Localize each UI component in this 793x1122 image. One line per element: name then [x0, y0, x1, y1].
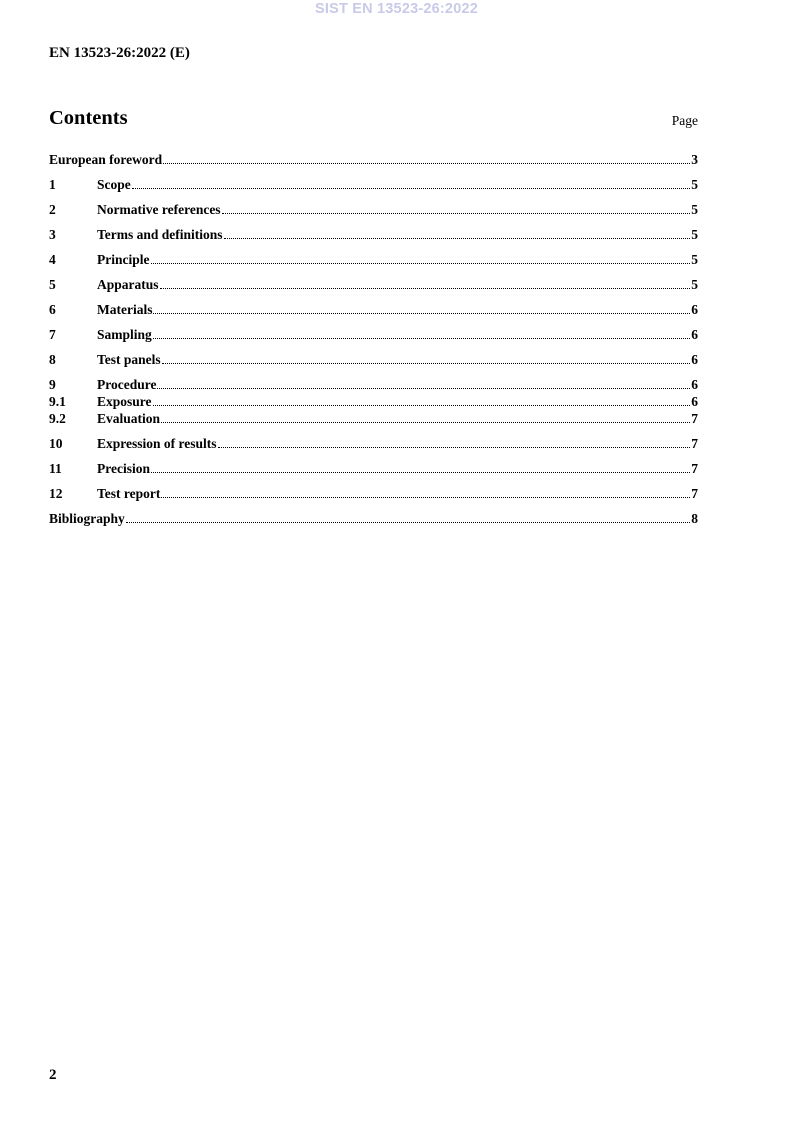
- toc-entry-title: Procedure: [97, 377, 157, 392]
- toc-entry-sampling[interactable]: [49, 326, 698, 351]
- toc-entry-page: 6: [691, 377, 698, 392]
- toc-entry-page: 5: [691, 277, 698, 292]
- toc-dot-leader: [157, 388, 690, 389]
- toc-entry-title: Principle: [97, 252, 150, 267]
- toc-entry-page: 5: [691, 252, 698, 267]
- toc-entry-page: 7: [691, 486, 698, 501]
- toc-entry-number: 5: [49, 277, 56, 292]
- toc-dot-leader: [218, 447, 691, 448]
- toc-entry-number: 9.2: [49, 411, 66, 426]
- toc-dot-leader: [222, 213, 691, 214]
- toc-dot-leader: [161, 497, 690, 498]
- toc-entry-exposure[interactable]: [49, 393, 698, 410]
- toc-entry-number: 1: [49, 177, 56, 192]
- toc-entry-page: 7: [691, 436, 698, 451]
- toc-entry-title: Test report: [97, 486, 161, 501]
- toc-entry-apparatus[interactable]: [49, 276, 698, 301]
- toc-dot-leader: [153, 313, 690, 314]
- toc-entry-evaluation[interactable]: [49, 410, 698, 435]
- toc-entry-number: 4: [49, 252, 56, 267]
- toc-entry-title: Scope: [97, 177, 131, 192]
- watermark-text: SIST EN 13523-26:2022: [315, 1, 478, 17]
- toc-entry-title: Expression of results: [97, 436, 217, 451]
- toc-entry-title: Bibliography: [49, 511, 125, 526]
- toc-entry-number: 7: [49, 327, 56, 342]
- toc-entry-title: Materials: [97, 302, 153, 317]
- toc-dot-leader: [126, 522, 690, 523]
- table-of-contents: [49, 151, 698, 535]
- toc-entry-number: 6: [49, 302, 56, 317]
- toc-entry-page: 7: [691, 461, 698, 476]
- toc-entry-procedure[interactable]: [49, 376, 698, 393]
- toc-entry-number: 3: [49, 227, 56, 242]
- toc-entry-expression-of-results[interactable]: [49, 435, 698, 460]
- toc-entry-number: 9.1: [49, 394, 66, 409]
- toc-entry-number: 8: [49, 352, 56, 367]
- document-identifier: EN 13523-26:2022 (E): [49, 45, 190, 61]
- toc-entry-number: 11: [49, 461, 62, 476]
- toc-entry-normative-references[interactable]: [49, 201, 698, 226]
- toc-dot-leader: [153, 405, 691, 406]
- toc-dot-leader: [161, 422, 690, 423]
- toc-entry-page: 5: [691, 202, 698, 217]
- toc-entry-page: 6: [691, 302, 698, 317]
- toc-dot-leader: [162, 363, 691, 364]
- toc-entry-page: 6: [691, 394, 698, 409]
- toc-entry-materials[interactable]: [49, 301, 698, 326]
- toc-entry-title: Exposure: [97, 394, 152, 409]
- toc-entry-title: Apparatus: [97, 277, 159, 292]
- toc-entry-test-panels[interactable]: [49, 351, 698, 376]
- toc-entry-number: 10: [49, 436, 63, 451]
- toc-entry-number: 9: [49, 377, 56, 392]
- footer-page-number: 2: [49, 1067, 57, 1083]
- toc-entry-page: 6: [691, 327, 698, 342]
- toc-entry-page: 7: [691, 411, 698, 426]
- toc-entry-page: 6: [691, 352, 698, 367]
- toc-entry-number: 12: [49, 486, 63, 501]
- toc-entry-title: Test panels: [97, 352, 161, 367]
- toc-entry-title: Normative references: [97, 202, 221, 217]
- toc-entry-title: Evaluation: [97, 411, 161, 426]
- toc-entry-page: 5: [691, 177, 698, 192]
- toc-dot-leader: [132, 188, 691, 189]
- toc-entry-title: Sampling: [97, 327, 152, 342]
- toc-entry-title: Precision: [97, 461, 150, 476]
- toc-dot-leader: [224, 238, 691, 239]
- toc-entry-european-foreword[interactable]: [49, 151, 698, 176]
- toc-entry-page: 3: [691, 152, 698, 167]
- toc-entry-terms-and-definitions[interactable]: [49, 226, 698, 251]
- toc-entry-title: Terms and definitions: [97, 227, 223, 242]
- contents-heading: Contents: [49, 107, 128, 129]
- toc-entry-page: 5: [691, 227, 698, 242]
- toc-dot-leader: [153, 338, 690, 339]
- toc-dot-leader: [151, 263, 691, 264]
- toc-entry-principle[interactable]: [49, 251, 698, 276]
- toc-entry-scope[interactable]: [49, 176, 698, 201]
- toc-entry-number: 2: [49, 202, 56, 217]
- toc-entry-precision[interactable]: [49, 460, 698, 485]
- toc-dot-leader: [151, 472, 690, 473]
- toc-dot-leader: [160, 288, 691, 289]
- toc-entry-page: 8: [691, 511, 698, 526]
- toc-entry-bibliography[interactable]: [49, 510, 698, 535]
- toc-entry-test-report[interactable]: [49, 485, 698, 510]
- toc-dot-leader: [163, 163, 690, 164]
- page-column-label: Page: [671, 113, 698, 128]
- toc-entry-title: European foreword: [49, 152, 163, 167]
